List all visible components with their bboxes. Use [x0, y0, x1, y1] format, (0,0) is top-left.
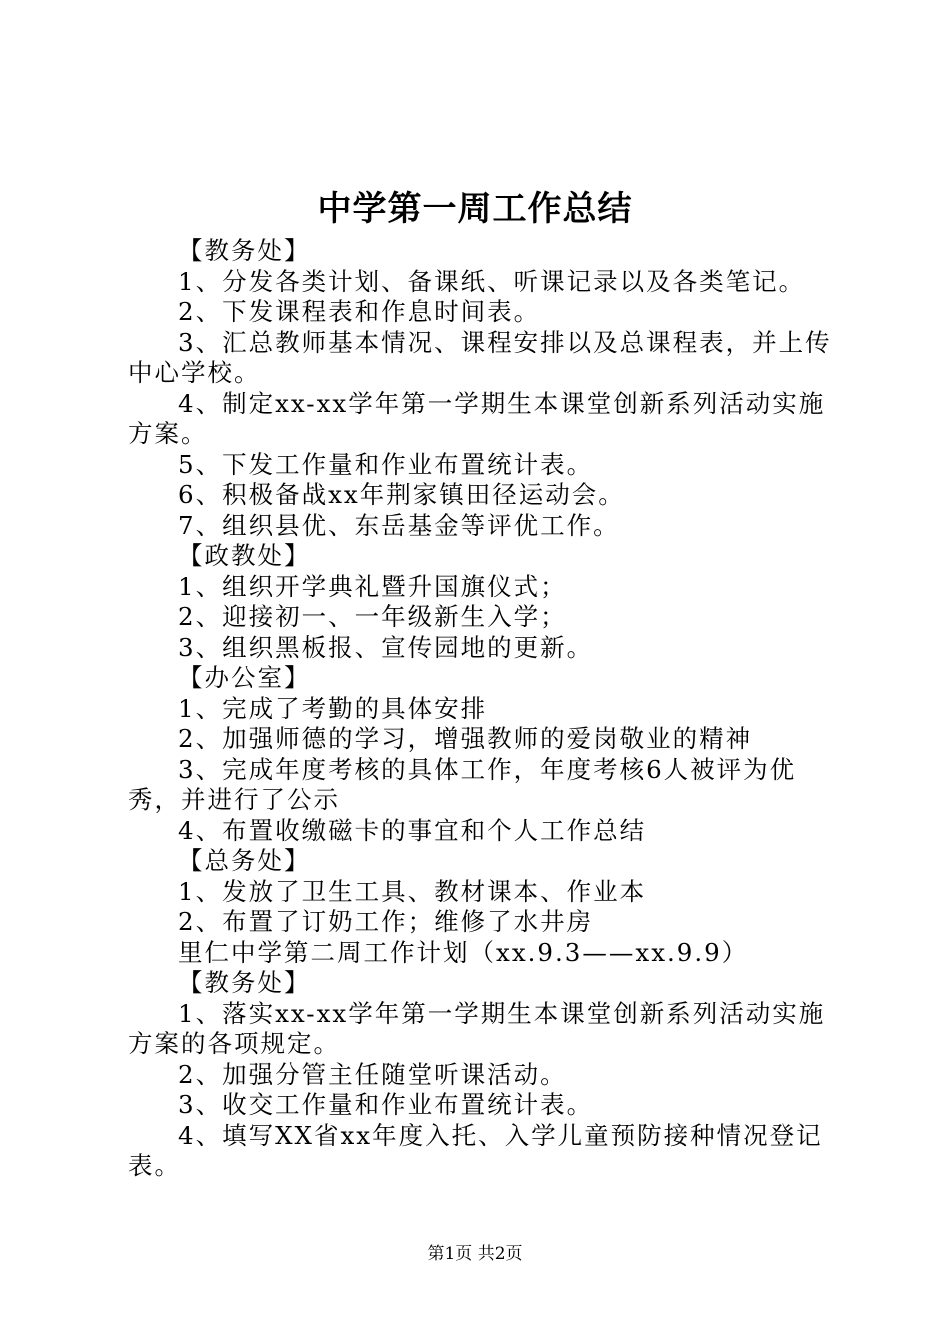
- list-item: 4、布置收缴磁卡的事宜和个人工作总结: [178, 815, 647, 845]
- list-item: 2、加强分管主任随堂听课活动。: [178, 1059, 567, 1089]
- list-item: 1、发放了卫生工具、教材课本、作业本: [178, 876, 647, 906]
- section-heading: 【教务处】: [178, 968, 311, 997]
- list-item: 3、组织黑板报、宣传园地的更新。: [178, 632, 594, 662]
- list-item: 1、完成了考勤的具体安排: [178, 693, 488, 723]
- list-item: 2、布置了订奶工作；维修了水井房: [178, 907, 594, 936]
- list-item: 1、落实xx-xx学年第一学期生本课堂创新系列活动实施方案的各项规定。: [128, 998, 826, 1058]
- document-title: 中学第一周工作总结: [317, 189, 633, 229]
- section-heading: 【办公室】: [178, 663, 311, 692]
- list-item: 1、分发各类计划、备课纸、听课记录以及各类笔记。: [178, 266, 806, 296]
- list-item: 2、下发课程表和作息时间表。: [178, 297, 541, 326]
- list-item: 3、完成年度考核的具体工作，年度考核6人被评为优秀，并进行了公示: [128, 754, 797, 814]
- list-item: 2、加强师德的学习，增强教师的爱岗敬业的精神: [178, 724, 753, 753]
- page-footer: 第1页 共2页: [427, 1244, 523, 1264]
- list-item: 4、制定xx-xx学年第一学期生本课堂创新系列活动实施方案。: [128, 388, 826, 448]
- document-body: [128, 236, 848, 1182]
- list-item: 1、组织开学典礼暨升国旗仪式；: [178, 571, 567, 601]
- list-item: 3、汇总教师基本情况、课程安排以及总课程表，并上传中心学校。: [128, 327, 832, 387]
- section-heading: 【政教处】: [178, 541, 311, 570]
- list-item: 6、积极备战xx年荆家镇田径运动会。: [178, 480, 625, 509]
- section-heading: 【教务处】: [178, 236, 311, 265]
- plan-heading: 里仁中学第二周工作计划（xx.9.3——xx.9.9）: [178, 937, 749, 967]
- section-heading: 【总务处】: [178, 846, 311, 875]
- list-item: 5、下发工作量和作业布置统计表。: [178, 449, 594, 479]
- list-item: 4、填写XX省xx年度入托、入学儿童预防接种情况登记表。: [128, 1120, 823, 1180]
- list-item: 3、收交工作量和作业布置统计表。: [178, 1090, 594, 1119]
- list-item: 2、迎接初一、一年级新生入学；: [178, 602, 567, 631]
- list-item: 7、组织县优、东岳基金等评优工作。: [178, 510, 620, 540]
